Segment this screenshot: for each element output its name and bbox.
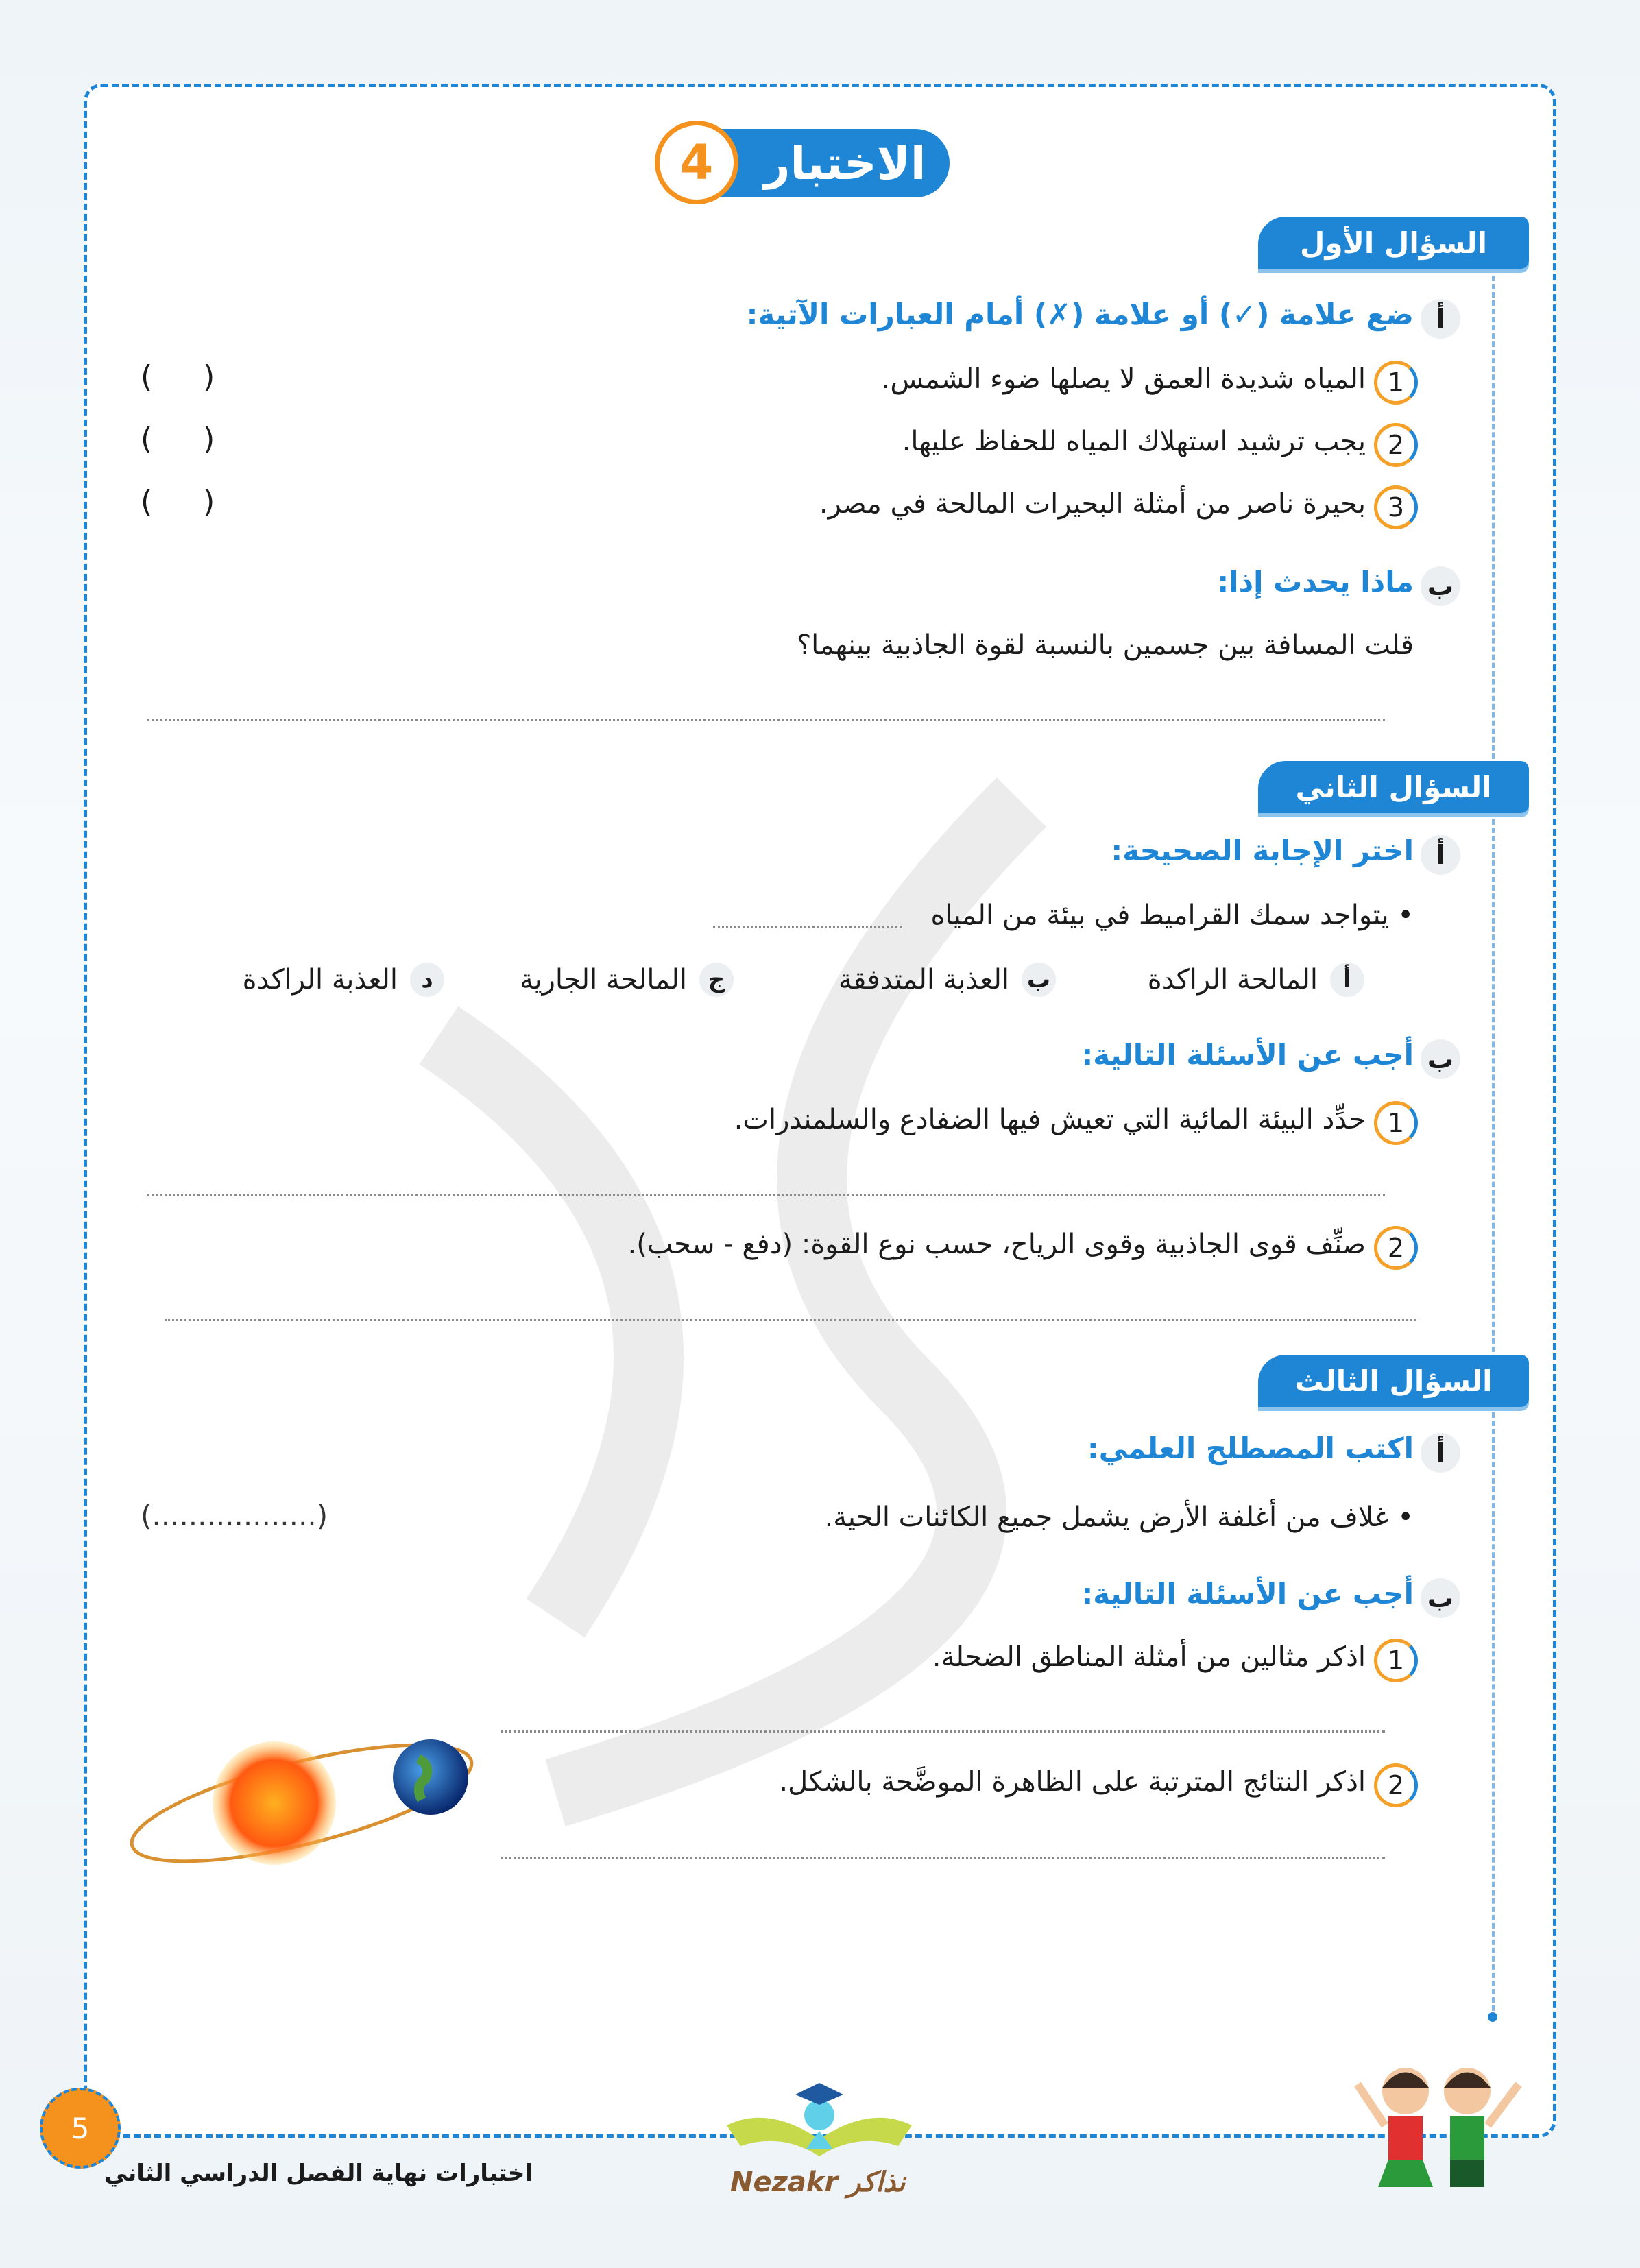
question-text: • غلاف من أغلفة الأرض يشمل جميع الكائنات الحية. — [824, 1501, 1414, 1533]
question-text: حدِّد البيئة المائية التي تعيش فيها الضفادع والسلمندرات. — [734, 1104, 1366, 1135]
answer-line[interactable] — [501, 1730, 1385, 1733]
question-text: اذكر مثالين من أمثلة المناطق الضحلة. — [932, 1641, 1366, 1673]
section-header-q2: السؤال الثاني — [1258, 761, 1529, 813]
statement: المياه شديدة العمق لا يصلها ضوء الشمس. — [881, 363, 1366, 395]
logo-text: Nezakr نذاكر — [730, 2167, 906, 2198]
statement: بحيرة ناصر من أمثلة البحيرات المالحة في مصر. — [819, 488, 1366, 520]
blank-line[interactable] — [713, 926, 902, 928]
option-d[interactable]: العذبة الراكدة — [242, 964, 398, 996]
answer-box[interactable]: ( ) — [141, 359, 236, 394]
divider-dot — [1488, 2012, 1497, 2022]
part-label: ب — [1421, 1039, 1460, 1079]
item-number: 2 — [1374, 423, 1418, 467]
option-b[interactable]: العذبة المتدفقة — [838, 964, 1009, 996]
section-header-q3: السؤال الثالث — [1258, 1355, 1529, 1407]
answer-box[interactable]: (..................) — [141, 1499, 328, 1532]
option-letter: ج — [699, 963, 734, 997]
instruction: اكتب المصطلح العلمي: — [1087, 1432, 1414, 1465]
option-letter: ب — [1022, 963, 1056, 997]
part-label: أ — [1421, 1433, 1460, 1473]
option-letter: د — [410, 963, 444, 997]
option-c[interactable]: المالحة الجارية — [520, 964, 687, 996]
item-number: 2 — [1374, 1763, 1418, 1807]
nezakr-logo — [720, 2077, 919, 2167]
statement: يجب ترشيد استهلاك المياه للحفاظ عليها. — [902, 426, 1366, 457]
item-number: 1 — [1374, 1101, 1418, 1145]
option-letter: أ — [1330, 963, 1364, 997]
book-title: اختبارات نهاية الفصل الدراسي الثاني — [104, 2160, 533, 2187]
children-illustration — [1337, 2057, 1543, 2221]
part-label: ب — [1421, 1578, 1460, 1618]
answer-line[interactable] — [147, 1194, 1385, 1196]
answer-box[interactable]: ( ) — [141, 422, 236, 457]
item-number: 1 — [1374, 361, 1418, 405]
instruction: ضع علامة (✓) أو علامة (✗) أمام العبارات الآتية: — [746, 298, 1414, 331]
sun-earth-orbit-figure — [117, 1728, 487, 1879]
item-number: 2 — [1374, 1226, 1418, 1270]
margin-divider — [1492, 267, 1495, 2019]
question-text: • يتواجد سمك القراميط في بيئة من المياه — [930, 900, 1414, 931]
exam-number-badge: 4 — [655, 121, 738, 204]
question-text: صنِّف قوى الجاذبية وقوى الرياح، حسب نوع القوة: (دفع - سحب). — [627, 1229, 1366, 1260]
instruction: اختر الإجابة الصحيحة: — [1111, 834, 1414, 867]
instruction: أجب عن الأسئلة التالية: — [1081, 1577, 1414, 1610]
exam-title: الاختبار — [699, 129, 950, 197]
question-text: قلت المسافة بين جسمين بالنسبة لقوة الجاذبية بينهما؟ — [796, 629, 1414, 661]
answer-line[interactable] — [147, 719, 1385, 721]
part-label: أ — [1421, 299, 1460, 339]
sun-icon — [213, 1741, 336, 1865]
page-number: 5 — [40, 2088, 121, 2169]
instruction: أجب عن الأسئلة التالية: — [1081, 1038, 1414, 1072]
option-a[interactable]: المالحة الراكدة — [1147, 964, 1318, 996]
answer-line[interactable] — [165, 1319, 1416, 1321]
question-text: اذكر النتائج المترتبة على الظاهرة الموضَّحة بالشكل. — [779, 1766, 1366, 1798]
answer-box[interactable]: ( ) — [141, 484, 236, 519]
item-number: 1 — [1374, 1639, 1418, 1682]
part-label: أ — [1421, 835, 1460, 875]
answer-line[interactable] — [501, 1857, 1385, 1859]
section-header-q1: السؤال الأول — [1258, 217, 1529, 269]
instruction: ماذا يحدث إذا: — [1217, 565, 1414, 599]
item-number: 3 — [1374, 485, 1418, 529]
part-label: ب — [1421, 566, 1460, 606]
